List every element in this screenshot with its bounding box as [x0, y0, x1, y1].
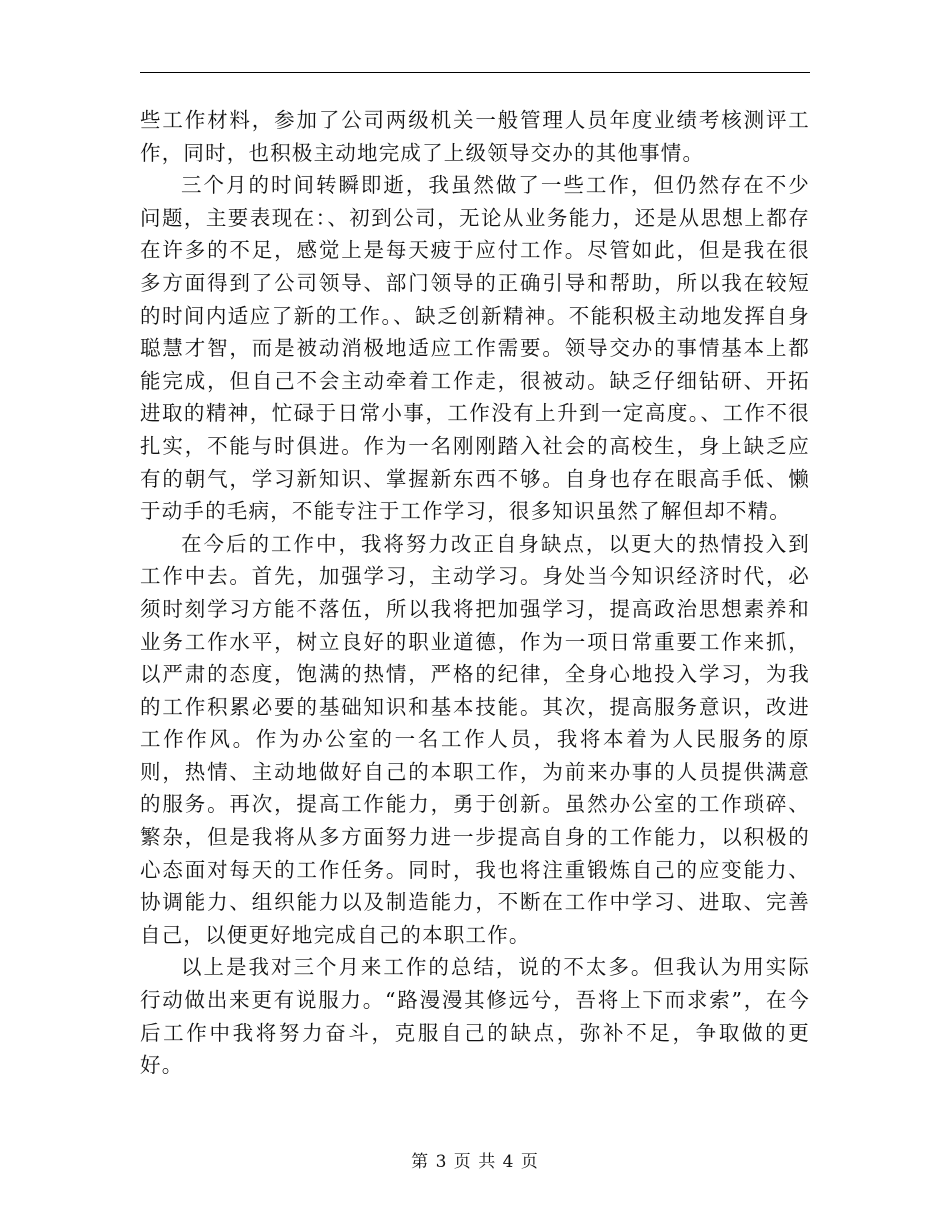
paragraph-continued: 些工作材料，参加了公司两级机关一般管理人员年度业绩考核测评工作，同时，也积极主动地完成了上级领导交办的其他事情。	[140, 108, 810, 165]
page-footer: 第 3 页 共 4 页	[411, 1152, 539, 1172]
paragraph-problems: 三个月的时间转瞬即逝，我虽然做了一些工作，但仍然存在不少问题，主要表现在：、初到公司，无论从业务能力，还是从思想上都存在许多的不足，感觉上是每天疲于应付工作。尽管如此，但是我在很多方面得到了公司领导、部门领导的正确引导和帮助，所以我在较短的时间内适应了新的工作。、缺乏创新精神。不能积极主动地发挥自身聪慧才智，而是被动消极地适应工作需要。领导交办的事情基本上都能完成，但自己不会主动牵着工作走，很被动。缺乏仔细钻研、开拓进取的精神，忙碌于日常小事，工作没有上升到一定高度。、工作不很扎实，不能与时俱进。作为一名刚刚踏入社会的高校生，身上缺乏应有的朝气，学习新知识、掌握新东西不够。自身也存在眼高手低、懒于动手的毛病，不能专注于工作学习，很多知识虽然了解但却不精。	[140, 173, 810, 524]
paragraph-conclusion: 以上是我对三个月来工作的总结，说的不太多。但我认为用实际行动做出来更有说服力。“路漫漫其修远兮，吾将上下而求索”，在今后工作中我将努力奋斗，克服自己的缺点，弥补不足，争取做的更好。	[140, 955, 810, 1078]
header-rule	[140, 72, 810, 73]
document-body	[140, 104, 810, 1082]
paragraph-plans: 在今后的工作中，我将努力改正自身缺点，以更大的热情投入到工作中去。首先，加强学习，主动学习。身处当今知识经济时代，必须时刻学习方能不落伍，所以我将把加强学习，提高政治思想素养和业务工作水平，树立良好的职业道德，作为一项日常重要工作来抓，以严肃的态度，饱满的热情，严格的纪律，全身心地投入学习，为我的工作积累必要的基础知识和基本技能。其次，提高服务意识，改进工作作风。作为办公室的一名工作人员，我将本着为人民服务的原则，热情、主动地做好自己的本职工作，为前来办事的人员提供满意的服务。再次，提高工作能力，勇于创新。虽然办公室的工作琐碎、繁杂，但是我将从多方面努力进一步提高自身的工作能力，以积极的心态面对每天的工作任务。同时，我也将注重锻炼自己的应变能力、协调能力、组织能力以及制造能力，不断在工作中学习、进取、完善自己，以便更好地完成自己的本职工作。	[140, 531, 810, 947]
